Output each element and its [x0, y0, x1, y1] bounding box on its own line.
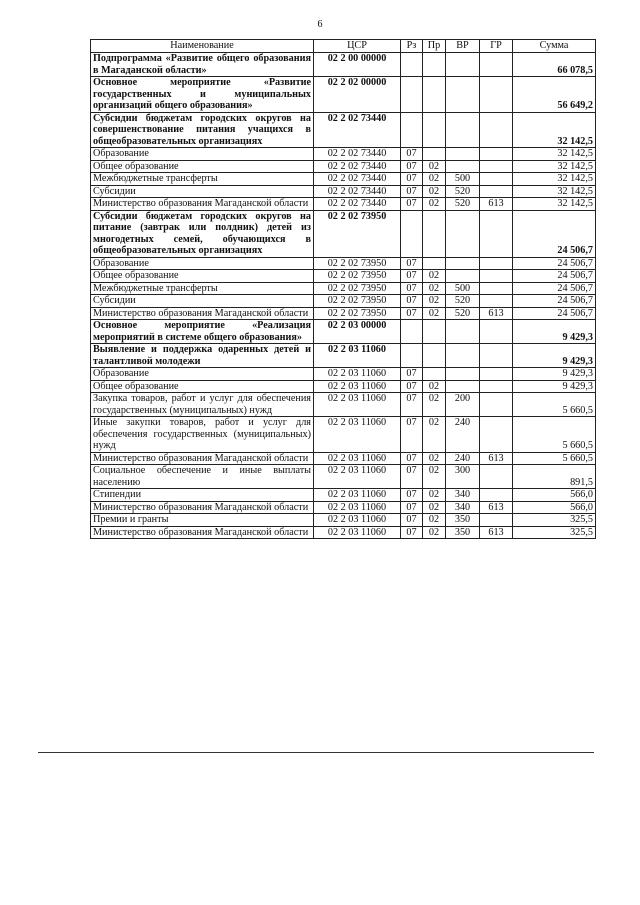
header-gr: ГР [480, 40, 513, 53]
cell-name: Премии и гранты [91, 514, 314, 527]
cell-name: Субсидии [91, 295, 314, 308]
bottom-divider [38, 752, 594, 753]
cell-name: Субсидии бюджетам городских округов на совершенствование питания учащихся в общеобразовательных организациях [91, 112, 314, 148]
cell-csr: 02 2 02 73950 [314, 270, 401, 283]
cell-name: Иные закупки товаров, работ и услуг для обеспечения государственных (муниципальных) нужд [91, 417, 314, 453]
cell-rz: 07 [401, 465, 423, 489]
cell-pr [423, 148, 446, 161]
cell-pr [423, 257, 446, 270]
cell-rz [401, 77, 423, 113]
cell-pr [423, 368, 446, 381]
table-row [91, 368, 596, 381]
cell-gr [480, 148, 513, 161]
cell-vr: 520 [446, 198, 480, 211]
header-csr: ЦСР [314, 40, 401, 53]
cell-pr: 02 [423, 514, 446, 527]
header-vr: ВР [446, 40, 480, 53]
cell-rz: 07 [401, 198, 423, 211]
cell-name: Министерство образования Магаданской области [91, 307, 314, 320]
cell-rz: 07 [401, 380, 423, 393]
cell-pr [423, 77, 446, 113]
cell-name: Основное мероприятие «Развитие государственных и муниципальных организаций общего образования» [91, 77, 314, 113]
cell-sum: 32 142,5 [513, 112, 596, 148]
cell-sum: 32 142,5 [513, 185, 596, 198]
cell-sum: 56 649,2 [513, 77, 596, 113]
table-row [91, 465, 596, 489]
cell-pr: 02 [423, 270, 446, 283]
cell-sum: 325,5 [513, 526, 596, 539]
cell-rz: 07 [401, 160, 423, 173]
cell-sum: 32 142,5 [513, 148, 596, 161]
cell-vr [446, 344, 480, 368]
table-row [91, 77, 596, 113]
cell-pr: 02 [423, 198, 446, 211]
cell-gr [480, 320, 513, 344]
cell-vr [446, 160, 480, 173]
cell-gr [480, 344, 513, 368]
cell-pr: 02 [423, 295, 446, 308]
cell-rz: 07 [401, 489, 423, 502]
cell-sum: 9 429,3 [513, 344, 596, 368]
cell-rz: 07 [401, 307, 423, 320]
cell-pr: 02 [423, 452, 446, 465]
cell-csr: 02 2 03 11060 [314, 368, 401, 381]
cell-rz: 07 [401, 185, 423, 198]
cell-csr: 02 2 02 73950 [314, 307, 401, 320]
cell-name: Образование [91, 368, 314, 381]
cell-sum: 566,0 [513, 489, 596, 502]
cell-sum: 24 506,7 [513, 295, 596, 308]
page-number: 6 [317, 19, 323, 30]
cell-rz: 07 [401, 393, 423, 417]
cell-pr [423, 112, 446, 148]
table-row [91, 393, 596, 417]
cell-vr [446, 320, 480, 344]
cell-name: Закупка товаров, работ и услуг для обеспечения государственных (муниципальных) нужд [91, 393, 314, 417]
cell-pr: 02 [423, 465, 446, 489]
cell-csr: 02 2 02 73440 [314, 112, 401, 148]
cell-sum: 32 142,5 [513, 160, 596, 173]
cell-rz: 07 [401, 282, 423, 295]
cell-name: Министерство образования Магаданской области [91, 501, 314, 514]
cell-sum: 325,5 [513, 514, 596, 527]
cell-pr: 02 [423, 173, 446, 186]
cell-name: Подпрограмма «Развитие общего образования в Магаданской области» [91, 53, 314, 77]
cell-vr: 240 [446, 417, 480, 453]
table-row [91, 282, 596, 295]
cell-pr: 02 [423, 501, 446, 514]
cell-pr: 02 [423, 185, 446, 198]
cell-csr: 02 2 03 11060 [314, 452, 401, 465]
cell-name: Субсидии бюджетам городских округов на питание (завтрак или полдник) детей из многодетных семей, обучающихся в общеобразовательных организациях [91, 210, 314, 257]
cell-vr: 520 [446, 307, 480, 320]
cell-sum: 5 660,5 [513, 452, 596, 465]
table-row [91, 53, 596, 77]
cell-gr [480, 270, 513, 283]
cell-gr [480, 393, 513, 417]
cell-vr [446, 270, 480, 283]
cell-csr: 02 2 02 73950 [314, 210, 401, 257]
cell-rz [401, 53, 423, 77]
cell-vr [446, 368, 480, 381]
cell-csr: 02 2 03 11060 [314, 344, 401, 368]
table-row [91, 148, 596, 161]
cell-name: Межбюджетные трансферты [91, 282, 314, 295]
cell-csr: 02 2 02 73950 [314, 282, 401, 295]
cell-vr: 240 [446, 452, 480, 465]
cell-gr [480, 465, 513, 489]
cell-gr [480, 173, 513, 186]
cell-vr: 350 [446, 514, 480, 527]
table-body [91, 53, 596, 539]
table-row [91, 380, 596, 393]
cell-name: Межбюджетные трансферты [91, 173, 314, 186]
table-row [91, 210, 596, 257]
cell-gr: 613 [480, 307, 513, 320]
cell-sum: 9 429,3 [513, 380, 596, 393]
cell-name: Министерство образования Магаданской области [91, 526, 314, 539]
table-row [91, 344, 596, 368]
cell-rz: 07 [401, 295, 423, 308]
cell-sum: 24 506,7 [513, 257, 596, 270]
cell-vr [446, 257, 480, 270]
cell-gr [480, 77, 513, 113]
cell-sum: 566,0 [513, 501, 596, 514]
cell-vr: 500 [446, 282, 480, 295]
cell-pr: 02 [423, 307, 446, 320]
cell-pr: 02 [423, 282, 446, 295]
table-row [91, 295, 596, 308]
cell-gr [480, 295, 513, 308]
cell-pr: 02 [423, 393, 446, 417]
cell-sum: 9 429,3 [513, 368, 596, 381]
header-pr: Пр [423, 40, 446, 53]
cell-vr: 520 [446, 295, 480, 308]
cell-gr [480, 112, 513, 148]
cell-csr: 02 2 02 73440 [314, 185, 401, 198]
cell-gr [480, 380, 513, 393]
cell-vr: 300 [446, 465, 480, 489]
cell-csr: 02 2 03 00000 [314, 320, 401, 344]
cell-sum: 32 142,5 [513, 198, 596, 211]
cell-gr [480, 368, 513, 381]
table-row [91, 320, 596, 344]
table-row [91, 307, 596, 320]
table-row [91, 489, 596, 502]
cell-name: Субсидии [91, 185, 314, 198]
table-row [91, 173, 596, 186]
cell-pr [423, 210, 446, 257]
cell-vr: 350 [446, 526, 480, 539]
table-row [91, 112, 596, 148]
cell-vr [446, 77, 480, 113]
cell-csr: 02 2 02 73440 [314, 173, 401, 186]
table-row [91, 185, 596, 198]
cell-csr: 02 2 03 11060 [314, 465, 401, 489]
cell-name: Образование [91, 257, 314, 270]
cell-sum: 9 429,3 [513, 320, 596, 344]
cell-gr: 613 [480, 198, 513, 211]
header-sum: Сумма [513, 40, 596, 53]
cell-rz: 07 [401, 173, 423, 186]
cell-gr: 613 [480, 452, 513, 465]
cell-name: Социальное обеспечение и иные выплаты населению [91, 465, 314, 489]
cell-sum: 24 506,7 [513, 270, 596, 283]
cell-rz: 07 [401, 368, 423, 381]
cell-vr: 200 [446, 393, 480, 417]
cell-sum: 32 142,5 [513, 173, 596, 186]
cell-gr [480, 282, 513, 295]
cell-vr [446, 148, 480, 161]
table-row [91, 257, 596, 270]
cell-pr: 02 [423, 417, 446, 453]
cell-rz [401, 210, 423, 257]
cell-pr: 02 [423, 526, 446, 539]
cell-rz [401, 320, 423, 344]
cell-vr [446, 380, 480, 393]
cell-gr [480, 160, 513, 173]
cell-rz: 07 [401, 452, 423, 465]
header-rz: Рз [401, 40, 423, 53]
cell-sum: 5 660,5 [513, 417, 596, 453]
cell-sum: 891,5 [513, 465, 596, 489]
budget-table [90, 39, 596, 539]
cell-vr [446, 53, 480, 77]
cell-gr [480, 417, 513, 453]
cell-csr: 02 2 03 11060 [314, 380, 401, 393]
table-row [91, 160, 596, 173]
cell-name: Стипендии [91, 489, 314, 502]
cell-rz [401, 112, 423, 148]
cell-sum: 5 660,5 [513, 393, 596, 417]
cell-name: Общее образование [91, 160, 314, 173]
cell-name: Образование [91, 148, 314, 161]
cell-csr: 02 2 03 11060 [314, 501, 401, 514]
table-row [91, 501, 596, 514]
cell-name: Основное мероприятие «Реализация мероприятий в системе общего образования» [91, 320, 314, 344]
cell-gr [480, 514, 513, 527]
table-header-row [91, 40, 596, 53]
cell-gr [480, 53, 513, 77]
cell-rz: 07 [401, 417, 423, 453]
cell-sum: 24 506,7 [513, 210, 596, 257]
cell-name: Министерство образования Магаданской области [91, 452, 314, 465]
cell-name: Министерство образования Магаданской области [91, 198, 314, 211]
cell-gr: 613 [480, 501, 513, 514]
cell-rz: 07 [401, 148, 423, 161]
cell-pr: 02 [423, 160, 446, 173]
cell-vr [446, 112, 480, 148]
cell-sum: 24 506,7 [513, 307, 596, 320]
cell-pr: 02 [423, 380, 446, 393]
table-row [91, 198, 596, 211]
cell-vr [446, 210, 480, 257]
cell-csr: 02 2 02 73950 [314, 257, 401, 270]
cell-csr: 02 2 03 11060 [314, 393, 401, 417]
cell-sum: 66 078,5 [513, 53, 596, 77]
cell-vr: 500 [446, 173, 480, 186]
cell-name: Общее образование [91, 270, 314, 283]
cell-vr: 520 [446, 185, 480, 198]
cell-gr [480, 210, 513, 257]
cell-vr: 340 [446, 501, 480, 514]
cell-csr: 02 2 02 73950 [314, 295, 401, 308]
cell-vr: 340 [446, 489, 480, 502]
cell-pr [423, 320, 446, 344]
table-row [91, 514, 596, 527]
cell-csr: 02 2 03 11060 [314, 514, 401, 527]
cell-pr: 02 [423, 489, 446, 502]
cell-csr: 02 2 00 00000 [314, 53, 401, 77]
cell-csr: 02 2 02 73440 [314, 198, 401, 211]
cell-csr: 02 2 03 11060 [314, 489, 401, 502]
header-name: Наименование [91, 40, 314, 53]
cell-pr [423, 344, 446, 368]
cell-csr: 02 2 03 11060 [314, 526, 401, 539]
cell-gr [480, 489, 513, 502]
cell-rz: 07 [401, 526, 423, 539]
cell-csr: 02 2 02 00000 [314, 77, 401, 113]
cell-gr [480, 185, 513, 198]
cell-rz [401, 344, 423, 368]
cell-rz: 07 [401, 514, 423, 527]
table-row [91, 270, 596, 283]
cell-pr [423, 53, 446, 77]
table-row [91, 417, 596, 453]
cell-csr: 02 2 02 73440 [314, 160, 401, 173]
cell-rz: 07 [401, 501, 423, 514]
table-row [91, 526, 596, 539]
cell-name: Выявление и поддержка одаренных детей и талантливой молодежи [91, 344, 314, 368]
cell-csr: 02 2 03 11060 [314, 417, 401, 453]
cell-rz: 07 [401, 270, 423, 283]
cell-sum: 24 506,7 [513, 282, 596, 295]
table-row [91, 452, 596, 465]
cell-rz: 07 [401, 257, 423, 270]
cell-name: Общее образование [91, 380, 314, 393]
cell-gr: 613 [480, 526, 513, 539]
cell-gr [480, 257, 513, 270]
cell-csr: 02 2 02 73440 [314, 148, 401, 161]
